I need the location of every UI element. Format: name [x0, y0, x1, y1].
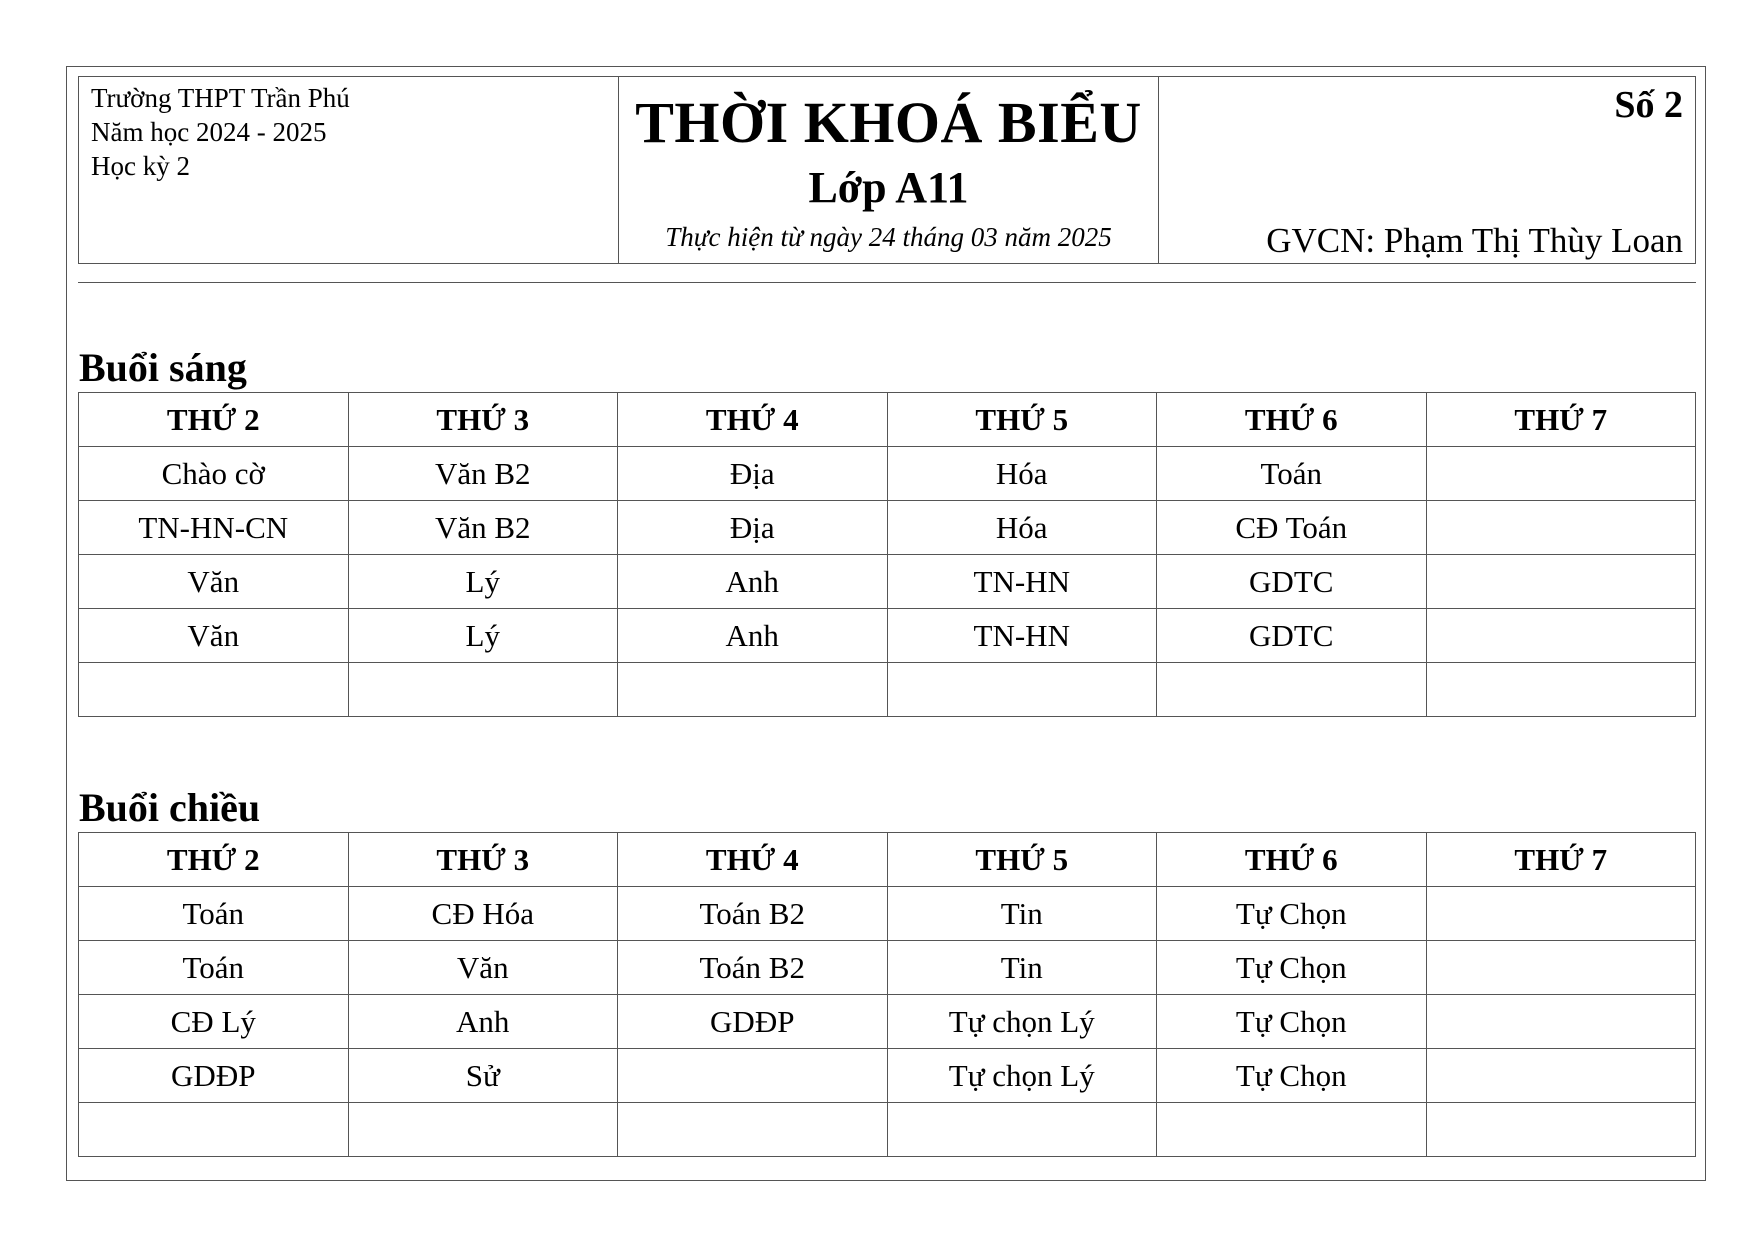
day-header: THỨ 6: [1157, 393, 1427, 447]
day-header: THỨ 3: [348, 393, 618, 447]
lesson-cell: [1426, 555, 1696, 609]
lesson-cell: [1426, 663, 1696, 717]
lesson-cell: Toán: [1157, 447, 1427, 501]
day-header: THỨ 2: [79, 393, 349, 447]
page-title: THỜI KHOÁ BIỂU: [635, 90, 1142, 155]
lesson-cell: CĐ Hóa: [348, 887, 618, 941]
lesson-cell: [1426, 941, 1696, 995]
lesson-cell: GDĐP: [79, 1049, 349, 1103]
lesson-cell: Địa: [618, 447, 888, 501]
lesson-cell: [887, 1103, 1157, 1157]
table-row: [79, 447, 1696, 501]
table-row: [79, 501, 1696, 555]
lesson-cell: [887, 663, 1157, 717]
lesson-cell: Văn: [79, 555, 349, 609]
lesson-cell: Anh: [348, 995, 618, 1049]
lesson-cell: Tự Chọn: [1157, 1049, 1427, 1103]
lesson-cell: Văn: [348, 941, 618, 995]
effective-date: Thực hiện từ ngày 24 tháng 03 năm 2025: [665, 222, 1112, 252]
lesson-cell: [79, 1103, 349, 1157]
lesson-cell: [1426, 995, 1696, 1049]
lesson-cell: [348, 1103, 618, 1157]
lesson-cell: Anh: [618, 609, 888, 663]
lesson-cell: TN-HN-CN: [79, 501, 349, 555]
lesson-cell: [618, 1049, 888, 1103]
table-row: [79, 887, 1696, 941]
day-header: THỨ 6: [1157, 833, 1427, 887]
lesson-cell: Tự Chọn: [1157, 995, 1427, 1049]
lesson-cell: [79, 663, 349, 717]
header-block: [78, 76, 1696, 264]
lesson-cell: Địa: [618, 501, 888, 555]
day-header: THỨ 4: [618, 833, 888, 887]
table-row: [79, 1049, 1696, 1103]
lesson-cell: Hóa: [887, 447, 1157, 501]
lesson-cell: Anh: [618, 555, 888, 609]
morning-timetable: [78, 392, 1696, 717]
lesson-cell: Tin: [887, 887, 1157, 941]
lesson-cell: Văn: [79, 609, 349, 663]
lesson-cell: Tự chọn Lý: [887, 1049, 1157, 1103]
header-divider: [78, 282, 1696, 283]
lesson-cell: Sử: [348, 1049, 618, 1103]
lesson-cell: GDTC: [1157, 555, 1427, 609]
lesson-cell: [1426, 609, 1696, 663]
table-row: [79, 1103, 1696, 1157]
morning-title: Buổi sáng: [79, 345, 247, 390]
doc-info: [1159, 77, 1695, 263]
lesson-cell: [1426, 447, 1696, 501]
day-header: THỨ 7: [1426, 393, 1696, 447]
lesson-cell: Tin: [887, 941, 1157, 995]
school-name: Trường THPT Trần Phú: [91, 83, 350, 113]
lesson-cell: [1426, 887, 1696, 941]
afternoon-header-row: [79, 833, 1696, 887]
table-row: [79, 941, 1696, 995]
afternoon-title: Buổi chiều: [79, 785, 261, 830]
homeroom-teacher: GVCN: Phạm Thị Thùy Loan: [1266, 221, 1683, 260]
day-header: THỨ 5: [887, 393, 1157, 447]
table-row: [79, 555, 1696, 609]
day-header: THỨ 3: [348, 833, 618, 887]
lesson-cell: Hóa: [887, 501, 1157, 555]
school-year: Năm học 2024 - 2025: [91, 117, 327, 147]
day-header: THỨ 2: [79, 833, 349, 887]
class-name: Lớp A11: [808, 163, 969, 212]
lesson-cell: Tự Chọn: [1157, 941, 1427, 995]
day-header: THỨ 4: [618, 393, 888, 447]
lesson-cell: Văn B2: [348, 501, 618, 555]
lesson-cell: [1426, 1103, 1696, 1157]
table-row: [79, 995, 1696, 1049]
table-row: [79, 609, 1696, 663]
lesson-cell: Tự Chọn: [1157, 887, 1427, 941]
lesson-cell: GDTC: [1157, 609, 1427, 663]
school-info: [79, 77, 619, 263]
lesson-cell: [1426, 1049, 1696, 1103]
lesson-cell: [348, 663, 618, 717]
lesson-cell: TN-HN: [887, 555, 1157, 609]
lesson-cell: CĐ Toán: [1157, 501, 1427, 555]
lesson-cell: Văn B2: [348, 447, 618, 501]
lesson-cell: Lý: [348, 555, 618, 609]
semester: Học kỳ 2: [91, 151, 190, 181]
lesson-cell: TN-HN: [887, 609, 1157, 663]
lesson-cell: Toán B2: [618, 941, 888, 995]
day-header: THỨ 7: [1426, 833, 1696, 887]
lesson-cell: Toán: [79, 887, 349, 941]
lesson-cell: Lý: [348, 609, 618, 663]
lesson-cell: Tự chọn Lý: [887, 995, 1157, 1049]
lesson-cell: CĐ Lý: [79, 995, 349, 1049]
lesson-cell: GDĐP: [618, 995, 888, 1049]
title-block: [619, 77, 1159, 263]
day-header: THỨ 5: [887, 833, 1157, 887]
lesson-cell: [618, 663, 888, 717]
afternoon-timetable: [78, 832, 1696, 1157]
lesson-cell: Toán B2: [618, 887, 888, 941]
lesson-cell: [618, 1103, 888, 1157]
lesson-cell: [1426, 501, 1696, 555]
table-row: [79, 663, 1696, 717]
document-number: Số 2: [1614, 84, 1683, 126]
lesson-cell: [1157, 663, 1427, 717]
morning-header-row: [79, 393, 1696, 447]
lesson-cell: Toán: [79, 941, 349, 995]
lesson-cell: Chào cờ: [79, 447, 349, 501]
lesson-cell: [1157, 1103, 1427, 1157]
